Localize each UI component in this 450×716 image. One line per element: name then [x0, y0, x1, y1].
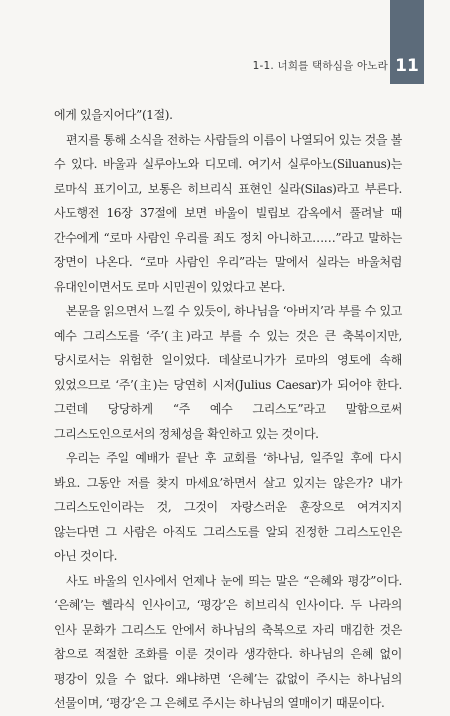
running-header: 1-1. 너희를 택하심을 아노라 — [252, 60, 388, 72]
body-text — [54, 103, 402, 716]
paragraph: 사도 바울의 인사에서 언제나 눈에 띄는 말은 “은혜와 평강”이다. ‘은혜’는 헬라식 인사이고, ‘평강’은 히브리식 인사이다. 두 나라의 인사 문화가 그리스도 안에서 하나님의 축복으로 자리 매김한 것은 참으로 적절한 조화를 이룬 것이라 생각한다. 하나님의 은혜 없이 평강이 있을 수 없다. 왜냐하면 ‘은혜’는 값없이 주시는 하나님의 선물이며, ‘평강’은 그 은혜로 주시는 하나님의 열매이기 때문이다. — [54, 573, 402, 710]
paragraph: 우리는 주일 예배가 끝난 후 교회를 ‘하나님, 일주일 후에 다시 봐요. 그동안 저를 찾지 마세요’하면서 살고 있지는 않은가? 내가 그리스도인이라는 것, 그것이 자랑스러운 훈장으로 여겨지지 않는다면 그 사람은 아직도 그리스도를 알되 진정한 그리스도인은 아닌 것이다. — [54, 451, 402, 563]
paragraph-continuation: 에게 있을지어다”(1절). — [54, 108, 173, 122]
paragraph: 편지를 통해 소식을 전하는 사람들의 이름이 나열되어 있는 것을 볼 수 있다. 바울과 실루아노와 디모데. 여기서 실루아노(Siluanus)는 로마식 표기이고, 보통은 히브리식 표현인 실라(Silas)라고 부른다. 사도행전 16장 37절에 보면 바울이 빌립보 감옥에서 풀려날 때 간수에게 “로마 사람인 우리를 죄도 정치 아니하고……”라고 말하는 장면이 나온다. “로마 사람인 우리”라는 말에서 실라는 바울처럼 유대인이면서도 로마 시민권이 있었다고 본다. — [54, 132, 402, 294]
paragraph: 본문을 읽으면서 느낄 수 있듯이, 하나님을 ‘아버지’라 부를 수 있고 예수 그리스도를 ‘주’(主)라고 부를 수 있는 것은 큰 축복이지만, 당시로서는 위험한 일이었다. 데살로니가가 로마의 영토에 속해 있었으므로 ‘주’(主)는 당연히 시저(Julius Caesar)가 되어야 한다. 그런데 당당하게 “주 예수 그리스도”라고 말함으로써 그리스도인으로서의 정체성을 확인하고 있는 것이다. — [54, 304, 402, 441]
page-number-tab — [390, 0, 424, 84]
page-number: 11 — [395, 56, 419, 76]
